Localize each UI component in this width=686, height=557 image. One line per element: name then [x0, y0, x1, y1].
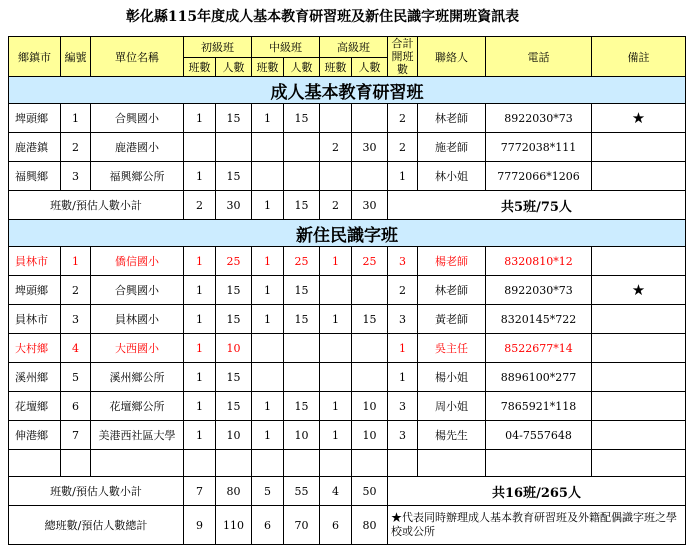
grand-total-intermediate-people: 70: [284, 506, 320, 545]
intermediate-people-cell: 15: [284, 276, 320, 305]
subtotal-label: 班數/預估人數小計: [9, 477, 184, 506]
remark-cell: [592, 334, 686, 363]
advanced-people-cell: [352, 363, 388, 392]
grand-total-intermediate-classes: 6: [252, 506, 284, 545]
table-row: [9, 276, 686, 305]
advanced-people-cell: 15: [352, 305, 388, 334]
contact-cell: 林小姐: [418, 162, 486, 191]
number-cell: 2: [61, 276, 91, 305]
total-cell: 2: [388, 276, 418, 305]
township-cell: 員林市: [9, 247, 61, 276]
header-row-1: [9, 37, 686, 58]
unit-cell: 鹿港國小: [91, 133, 184, 162]
advanced-classes-cell: 1: [320, 392, 352, 421]
intermediate-people-cell: [284, 334, 320, 363]
section2-body: [9, 247, 686, 450]
table-row: [9, 247, 686, 276]
subtotal-row: [9, 191, 686, 220]
intermediate-classes-cell: [252, 334, 284, 363]
subtotal-label: 班數/預估人數小計: [9, 191, 184, 220]
unit-cell: 員林國小: [91, 305, 184, 334]
advanced-classes-cell: 1: [320, 421, 352, 450]
phone-cell: 7772038*111: [486, 133, 592, 162]
section-title-newresident: 新住民識字班: [9, 220, 686, 247]
unit-cell: 溪州鄉公所: [91, 363, 184, 392]
grand-total-beginner-classes: 9: [184, 506, 216, 545]
header-intermediate: 中級班: [252, 37, 320, 58]
header-remark: 備註: [592, 37, 686, 77]
remark-cell: [592, 363, 686, 392]
township-cell: 福興鄉: [9, 162, 61, 191]
intermediate-classes-cell: [252, 363, 284, 392]
number-cell: 2: [61, 133, 91, 162]
table-row: [9, 421, 686, 450]
beginner-classes-cell: 1: [184, 392, 216, 421]
section1-body: [9, 104, 686, 191]
subtotal-beginner-people: 30: [216, 191, 252, 220]
number-cell: 3: [61, 305, 91, 334]
contact-cell: 周小姐: [418, 392, 486, 421]
advanced-classes-cell: 1: [320, 305, 352, 334]
phone-cell: 7865921*118: [486, 392, 592, 421]
beginner-people-cell: 15: [216, 363, 252, 392]
contact-cell: 吳主任: [418, 334, 486, 363]
subtotal-advanced-classes: 4: [320, 477, 352, 506]
remark-cell: [592, 162, 686, 191]
number-cell: 7: [61, 421, 91, 450]
header-total: 合計開班數: [388, 37, 418, 77]
total-cell: 3: [388, 305, 418, 334]
township-cell: 員林市: [9, 305, 61, 334]
intermediate-people-cell: [284, 162, 320, 191]
beginner-classes-cell: 1: [184, 162, 216, 191]
phone-cell: 7772066*1206: [486, 162, 592, 191]
remark-cell: [592, 247, 686, 276]
subtotal-intermediate-classes: 5: [252, 477, 284, 506]
number-cell: 5: [61, 363, 91, 392]
footnote: ★代表同時辦理成人基本教育研習班及外籍配偶識字班之學校或公所: [388, 506, 686, 545]
grand-total-advanced-classes: 6: [320, 506, 352, 545]
intermediate-classes-cell: 1: [252, 421, 284, 450]
beginner-people-cell: 10: [216, 421, 252, 450]
table-row: [9, 363, 686, 392]
beginner-people-cell: 15: [216, 104, 252, 133]
beginner-people-cell: 15: [216, 392, 252, 421]
header-people: 人數: [352, 58, 388, 77]
subtotal-summary: 共5班/75人: [388, 191, 686, 220]
advanced-classes-cell: [320, 363, 352, 392]
header-township: 鄉鎮市: [9, 37, 61, 77]
township-cell: 埤頭鄉: [9, 104, 61, 133]
contact-cell: 楊老師: [418, 247, 486, 276]
beginner-classes-cell: 1: [184, 421, 216, 450]
advanced-people-cell: [352, 276, 388, 305]
beginner-people-cell: 25: [216, 247, 252, 276]
intermediate-classes-cell: 1: [252, 392, 284, 421]
remark-cell: [592, 133, 686, 162]
subtotal-beginner-classes: 2: [184, 191, 216, 220]
township-cell: 溪州鄉: [9, 363, 61, 392]
grand-total-advanced-people: 80: [352, 506, 388, 545]
remark-cell: [592, 305, 686, 334]
remark-cell: ★: [592, 276, 686, 305]
total-cell: 2: [388, 133, 418, 162]
total-cell: 3: [388, 392, 418, 421]
advanced-classes-cell: 2: [320, 133, 352, 162]
beginner-classes-cell: 1: [184, 247, 216, 276]
subtotal-beginner-classes: 7: [184, 477, 216, 506]
unit-cell: 美港西社區大學: [91, 421, 184, 450]
intermediate-people-cell: 15: [284, 392, 320, 421]
table-row: [9, 104, 686, 133]
advanced-classes-cell: [320, 334, 352, 363]
beginner-classes-cell: 1: [184, 363, 216, 392]
beginner-classes-cell: 1: [184, 276, 216, 305]
intermediate-people-cell: 15: [284, 104, 320, 133]
number-cell: 1: [61, 247, 91, 276]
class-info-table: [8, 36, 686, 545]
intermediate-classes-cell: 1: [252, 104, 284, 133]
advanced-people-cell: [352, 104, 388, 133]
header-people: 人數: [216, 58, 252, 77]
grand-total-beginner-people: 110: [216, 506, 252, 545]
header-number: 編號: [61, 37, 91, 77]
intermediate-people-cell: 10: [284, 421, 320, 450]
advanced-people-cell: [352, 162, 388, 191]
table-row: [9, 392, 686, 421]
number-cell: 4: [61, 334, 91, 363]
section-header: [9, 220, 686, 247]
advanced-classes-cell: [320, 162, 352, 191]
advanced-classes-cell: 1: [320, 247, 352, 276]
unit-cell: 合興國小: [91, 276, 184, 305]
beginner-people-cell: 15: [216, 276, 252, 305]
table-row: [9, 305, 686, 334]
section-header: [9, 77, 686, 104]
header-beginner: 初級班: [184, 37, 252, 58]
beginner-classes-cell: 1: [184, 104, 216, 133]
intermediate-people-cell: 25: [284, 247, 320, 276]
header-classes: 班數: [320, 58, 352, 77]
intermediate-classes-cell: [252, 133, 284, 162]
phone-cell: 8896100*277: [486, 363, 592, 392]
phone-cell: 8320145*722: [486, 305, 592, 334]
advanced-people-cell: [352, 334, 388, 363]
intermediate-people-cell: 15: [284, 305, 320, 334]
subtotal-advanced-people: 50: [352, 477, 388, 506]
phone-cell: 04-7557648: [486, 421, 592, 450]
subtotal-intermediate-people: 15: [284, 191, 320, 220]
intermediate-people-cell: [284, 363, 320, 392]
contact-cell: 林老師: [418, 276, 486, 305]
header-phone: 電話: [486, 37, 592, 77]
township-cell: 花壇鄉: [9, 392, 61, 421]
advanced-people-cell: 25: [352, 247, 388, 276]
number-cell: 3: [61, 162, 91, 191]
advanced-classes-cell: [320, 276, 352, 305]
total-cell: 3: [388, 247, 418, 276]
unit-cell: 合興國小: [91, 104, 184, 133]
contact-cell: 黃老師: [418, 305, 486, 334]
subtotal-row: [9, 477, 686, 506]
header-classes: 班數: [252, 58, 284, 77]
subtotal-advanced-classes: 2: [320, 191, 352, 220]
intermediate-classes-cell: 1: [252, 305, 284, 334]
header-people: 人數: [284, 58, 320, 77]
intermediate-people-cell: [284, 133, 320, 162]
intermediate-classes-cell: [252, 162, 284, 191]
table-row: [9, 133, 686, 162]
total-cell: 1: [388, 363, 418, 392]
advanced-people-cell: 10: [352, 392, 388, 421]
header-advanced: 高級班: [320, 37, 388, 58]
number-cell: 6: [61, 392, 91, 421]
subtotal-summary: 共16班/265人: [388, 477, 686, 506]
intermediate-classes-cell: 1: [252, 276, 284, 305]
advanced-people-cell: 30: [352, 133, 388, 162]
remark-cell: [592, 421, 686, 450]
total-cell: 1: [388, 162, 418, 191]
header-classes: 班數: [184, 58, 216, 77]
beginner-people-cell: [216, 133, 252, 162]
beginner-people-cell: 10: [216, 334, 252, 363]
unit-cell: 大西國小: [91, 334, 184, 363]
phone-cell: 8522677*14: [486, 334, 592, 363]
unit-cell: 福興鄉公所: [91, 162, 184, 191]
header-unit: 單位名稱: [91, 37, 184, 77]
beginner-people-cell: 15: [216, 305, 252, 334]
beginner-classes-cell: 1: [184, 305, 216, 334]
subtotal-advanced-people: 30: [352, 191, 388, 220]
remark-cell: [592, 392, 686, 421]
contact-cell: 楊小姐: [418, 363, 486, 392]
advanced-classes-cell: [320, 104, 352, 133]
document-title: 彰化縣115年度成人基本教育研習班及新住民識字班開班資訊表: [125, 9, 520, 25]
phone-cell: 8922030*73: [486, 276, 592, 305]
blank-row: [9, 450, 686, 477]
township-cell: 伸港鄉: [9, 421, 61, 450]
advanced-people-cell: 10: [352, 421, 388, 450]
unit-cell: 僑信國小: [91, 247, 184, 276]
remark-cell: ★: [592, 104, 686, 133]
township-cell: 埤頭鄉: [9, 276, 61, 305]
township-cell: 鹿港鎮: [9, 133, 61, 162]
beginner-people-cell: 15: [216, 162, 252, 191]
header-contact: 聯絡人: [418, 37, 486, 77]
section-title-adult: 成人基本教育研習班: [9, 77, 686, 104]
intermediate-classes-cell: 1: [252, 247, 284, 276]
number-cell: 1: [61, 104, 91, 133]
total-cell: 2: [388, 104, 418, 133]
grand-total-label: 總班數/預估人數總計: [9, 506, 184, 545]
township-cell: 大村鄉: [9, 334, 61, 363]
beginner-classes-cell: [184, 133, 216, 162]
grand-total-row: [9, 506, 686, 545]
beginner-classes-cell: 1: [184, 334, 216, 363]
contact-cell: 楊先生: [418, 421, 486, 450]
subtotal-intermediate-people: 55: [284, 477, 320, 506]
total-cell: 3: [388, 421, 418, 450]
contact-cell: 林老師: [418, 104, 486, 133]
unit-cell: 花壇鄉公所: [91, 392, 184, 421]
phone-cell: 8320810*12: [486, 247, 592, 276]
table-row: [9, 334, 686, 363]
contact-cell: 施老師: [418, 133, 486, 162]
phone-cell: 8922030*73: [486, 104, 592, 133]
subtotal-intermediate-classes: 1: [252, 191, 284, 220]
table-row: [9, 162, 686, 191]
subtotal-beginner-people: 80: [216, 477, 252, 506]
total-cell: 1: [388, 334, 418, 363]
